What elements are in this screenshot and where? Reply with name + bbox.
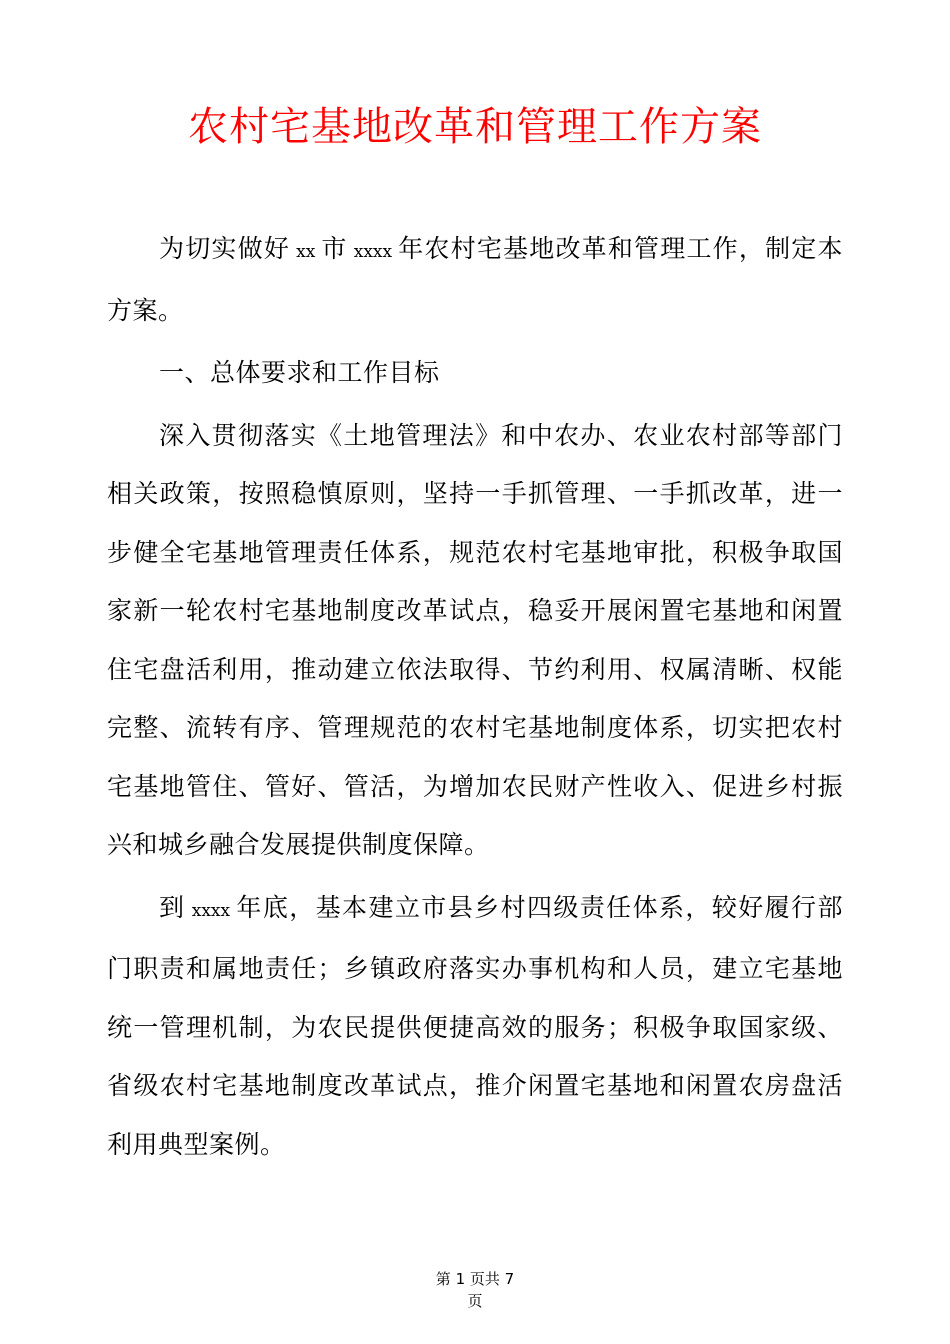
placeholder-text: xxxx: [185, 900, 237, 921]
placeholder-text: xx: [290, 242, 322, 262]
document-body: [107, 220, 843, 1178]
paragraph-requirements: 深入贯彻落实《土地管理法》和中农办、农业农村部等部门相关政策，按照稳慎原则，坚持一手抓管理、一手抓改革，进一步健全宅基地管理责任体系，规范农村宅基地审批，积极争取国家新一轮农村宅基地制度改革试点，稳妥开展闲置宅基地和闲置住宅盘活利用，推动建立依法取得、节约利用、权属清晰、权能完整、流转有序、管理规范的农村宅基地制度体系，切实把农村宅基地管住、管好、管活，为增加农民财产性收入、促进乡村振兴和城乡融合发展提供制度保障。: [107, 420, 843, 859]
section-heading: 一、总体要求和工作目标: [159, 358, 440, 387]
document-title: 农村宅基地改革和管理工作方案: [188, 104, 762, 150]
paragraph-intro: 为切实做好 xx 市 xxxx 年农村宅基地改革和管理工作，制定本方案。: [107, 234, 843, 325]
page-footer: [0, 1268, 950, 1312]
page-number-line1: 第 1 页共 7: [435, 1270, 515, 1288]
paragraph-targets: 到 xxxx 年底，基本建立市县乡村四级责任体系，较好履行部门职责和属地责任；乡镇政府落实办事机构和人员，建立宅基地统一管理机制，为农民提供便捷高效的服务；积极争取国家级、省级农村宅基地制度改革试点，推介闲置宅基地和闲置农房盘活利用典型案例。: [107, 892, 843, 1159]
page-number-line2: 页: [467, 1292, 483, 1310]
placeholder-text: xxxx: [347, 242, 399, 262]
